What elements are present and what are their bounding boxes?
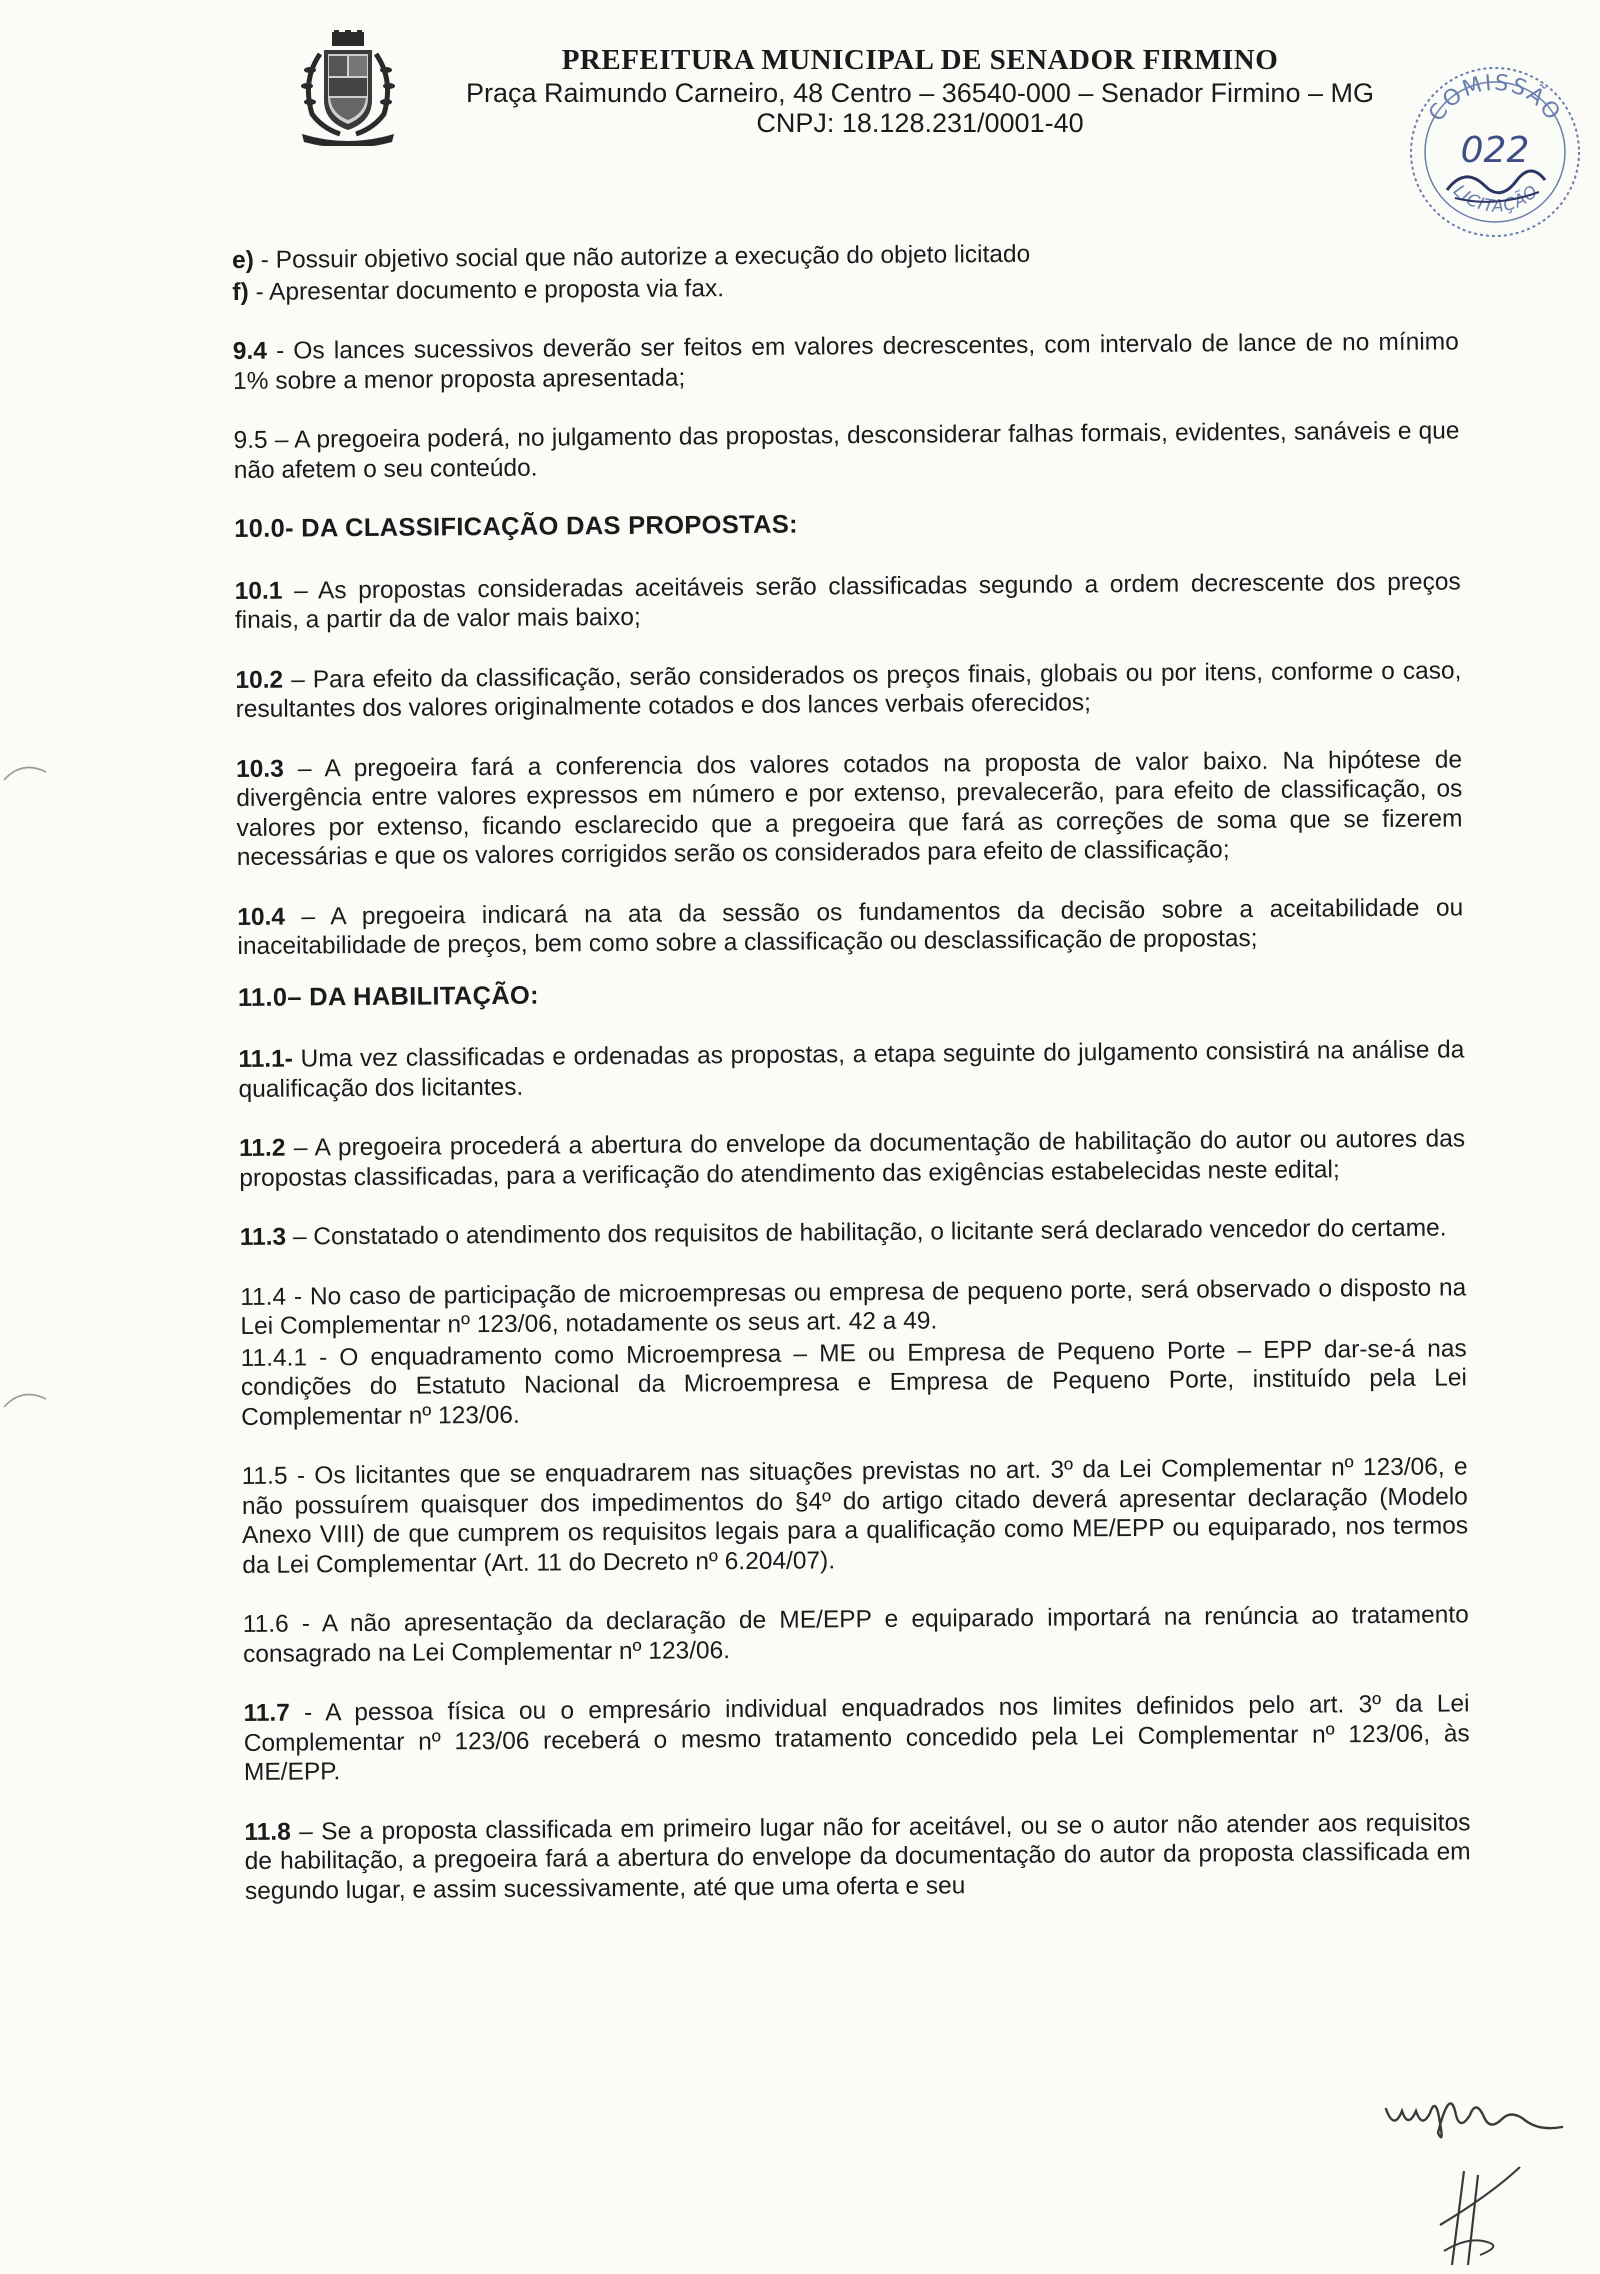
- item-11-7: 11.7 - A pessoa física ou o empresário individual enquadrados nos limites definidos pelo art. 3º da Lei Complementar nº 123/06 receberá o mesmo tratamento concedido pela Lei Complementar nº 123/06, às ME/EPP.: [243, 1690, 1470, 1786]
- item-9-4: 9.4 - Os lances sucessivos deverão ser feitos em valores decrescentes, com intervalo de lance de no mínimo 1% sobre a menor proposta apresentada;: [232, 328, 1459, 395]
- item-11-5: 11.5 - Os licitantes que se enquadrarem nas situações previstas no art. 3º da Lei Complementar nº 123/06, e não possuírem quaisquer dos impedimentos do §4º do artigo citado deverá apresentar declaração (Modelo Anexo VIII) de que cumprem os requisitos legais para a qualificação como ME/EPP ou equiparado, nos termos da Lei Complementar (Art. 11 do Decreto nº 6.204/07).: [241, 1453, 1469, 1579]
- item-11-8: 11.8 – Se a proposta classificada em primeiro lugar não for aceitável, ou se o autor não atender aos requisitos de habilitação, a pregoeira fará a abertura do envelope da documentação do autor da proposta classificada em segundo lugar, e assim sucessivamente, até que uma oferta e seu: [244, 1808, 1471, 1905]
- document-body: [232, 236, 1471, 1936]
- header-cnpj: CNPJ: 18.128.231/0001-40: [756, 108, 1084, 138]
- stamp-bottom-text: LICITAÇÃO: [1449, 181, 1543, 217]
- item-10-3: 10.3 – A pregoeira fará a conferencia dos valores cotados na proposta de valor baixo. Na hipótese de divergência entre valores expressos em número e por extenso, prevalecerão, para efeito de classificação, os valores por extenso, ficando esclarecido que a pregoeira que fará as correções de soma que se fizerem necessárias e que os valores corrigidos serão os considerados para efeito de classificação;: [236, 745, 1463, 871]
- margin-punch-mark: [2, 758, 48, 782]
- item-e: e) - Possuir objetivo social que não autorize a execução do objeto licitado: [232, 240, 1031, 274]
- municipal-coat-of-arms-icon: [296, 30, 400, 146]
- item-11-3: 11.3 – Constatado o atendimento dos requisitos de habilitação, o licitante será declarado vencedor do certame.: [239, 1214, 1447, 1251]
- item-11-4-1: 11.4.1 - O enquadramento como Microempresa – ME ou Empresa de Pequeno Porte – EPP dar-se-á nas condições do Estatuto Nacional da Microempresa e Empresa de Pequeno Porte, instituído pela Lei Complementar nº 123/06.: [240, 1334, 1468, 1431]
- item-10-2: 10.2 – Para efeito da classificação, serão considerados os preços finais, globais ou por itens, conforme o caso, resultantes dos valores originalmente cotados e dos lances verbais oferecidos;: [235, 656, 1462, 723]
- item-10-4: 10.4 – A pregoeira indicará na ata da sessão os fundamentos da decisão sobre a aceitabilidade ou inaceitabilidade de preços, bem como sobre a classificação ou desclassificação de propostas;: [237, 893, 1464, 960]
- commission-stamp-icon: [1405, 62, 1585, 242]
- stamp-number: 022: [1460, 130, 1530, 171]
- header-address: Praça Raimundo Carneiro, 48 Centro – 36540-000 – Senador Firmino – MG: [466, 78, 1374, 108]
- header-title: PREFEITURA MUNICIPAL DE SENADOR FIRMINO: [561, 44, 1279, 76]
- item-11-2: 11.2 – A pregoeira procederá a abertura do envelope da documentação de habilitação do autor ou autores das propostas classificadas, para a verificação do atendimento das exigências estabelecidas neste edital;: [238, 1125, 1466, 1192]
- section-heading-10: 10.0- DA CLASSIFICAÇÃO DAS PROPOSTAS:: [234, 510, 798, 543]
- item-11-1: 11.1- Uma vez classificadas e ordenadas as propostas, a etapa seguinte do julgamento consistirá na análise da qualificação dos licitantes.: [238, 1036, 1465, 1103]
- handwritten-signature-icon: [1380, 2075, 1570, 2270]
- item-f: f) - Apresentar documento e proposta via fax.: [232, 274, 725, 306]
- section-heading-11: 11.0– DA HABILITAÇÃO:: [237, 981, 540, 1012]
- item-9-5: 9.5 – A pregoeira poderá, no julgamento das propostas, desconsiderar falhas formais, evidentes, sanáveis e que não afetem o seu conteúdo.: [233, 417, 1460, 484]
- item-11-6: 11.6 - A não apresentação da declaração de ME/EPP e equiparado importará na renúncia ao tratamento consagrado na Lei Complementar nº 123/06.: [242, 1601, 1469, 1668]
- stamp-top-text: COMISSÃO: [1424, 70, 1566, 127]
- margin-punch-mark: [2, 1385, 48, 1409]
- item-10-1: 10.1 – As propostas consideradas aceitáveis serão classificadas segundo a ordem decrescente dos preços finais, a partir da de valor mais baixo;: [234, 567, 1461, 634]
- letterhead: [0, 0, 1600, 230]
- svg-text:COMISSÃO: [1424, 71, 1566, 127]
- item-11-4: 11.4 - No caso de participação de microempresas ou empresa de pequeno porte, será observado o disposto na Lei Complementar nº 123/06, notadamente os seus art. 42 a 49.: [240, 1273, 1467, 1340]
